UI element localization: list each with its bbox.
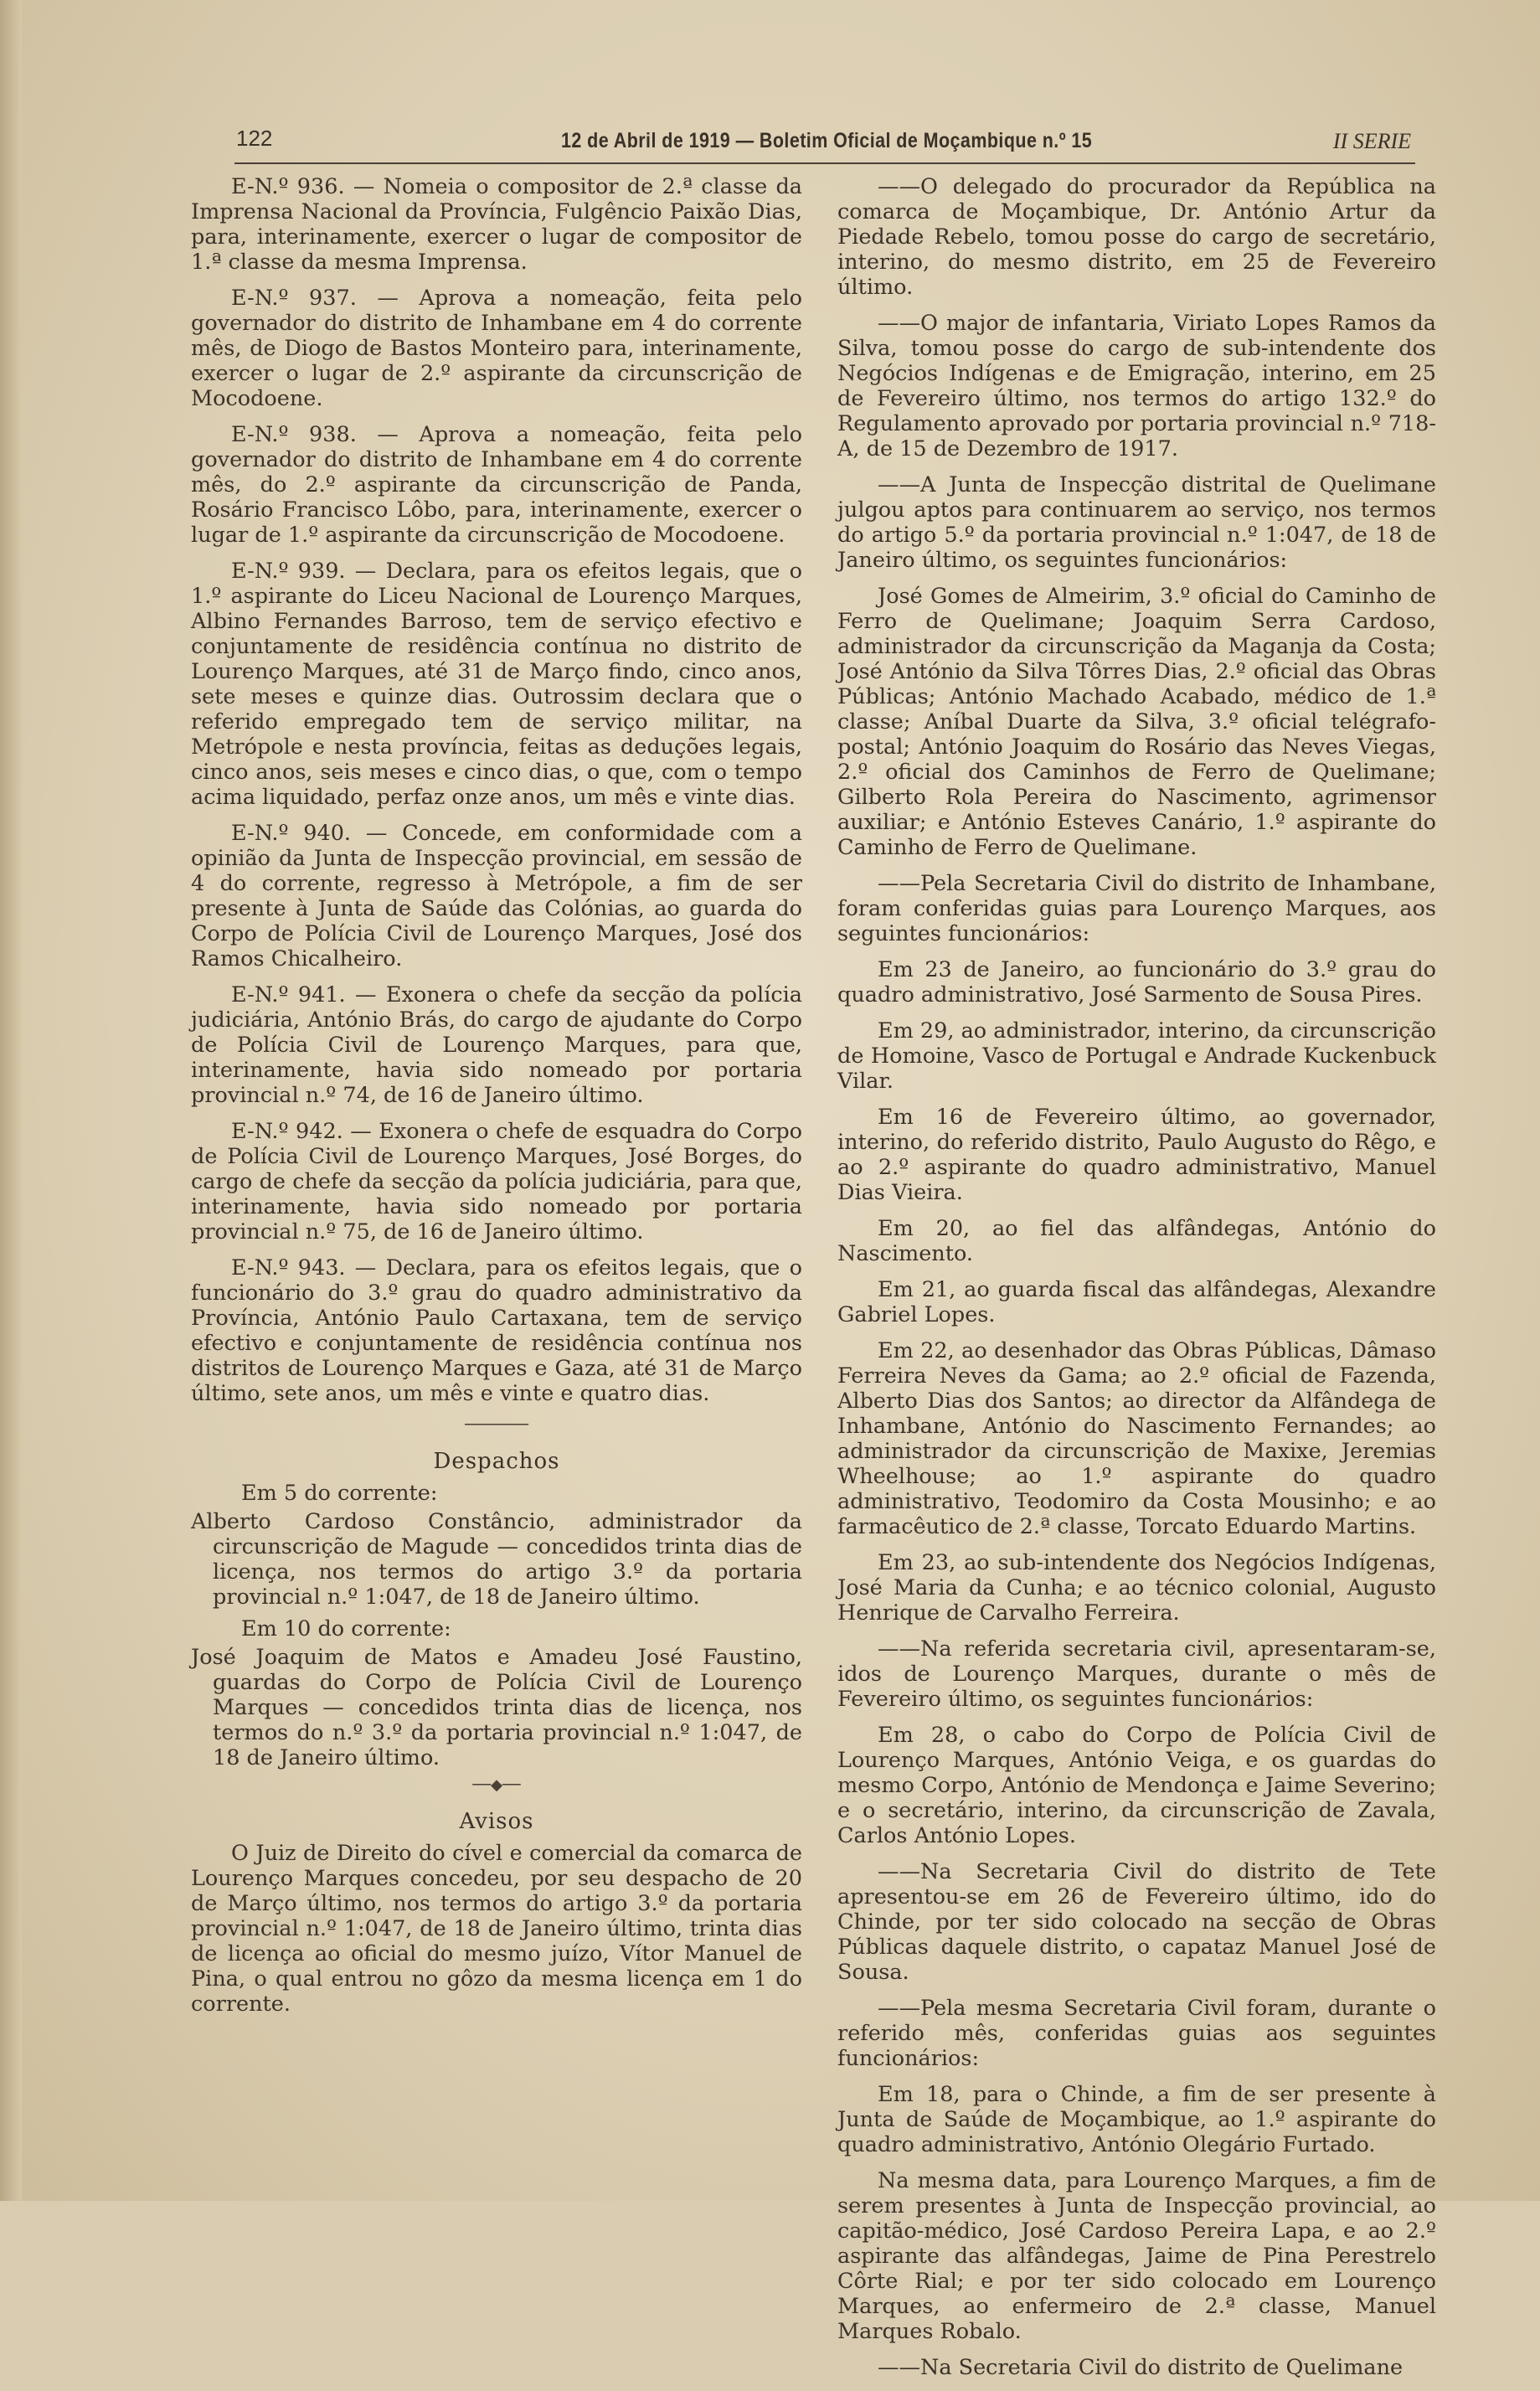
paragraph: Em 18, para o Chinde, a fim de ser presente à Junta de Saúde de Moçambique, ao 1.º aspirante do quadro administrativo, António Olegário Furtado. — [837, 2082, 1436, 2157]
left-column — [191, 174, 802, 2028]
paragraph: Em 29, ao administrador, interino, da circunscrição de Homoine, Vasco de Portugal e Andrade Kuckenbuck Vilar. — [837, 1018, 1436, 1094]
despachos-date: Em 5 do corrente: — [241, 1481, 438, 1506]
section-separator: ─────── — [465, 1416, 528, 1434]
paragraph: ——O major de infantaria, Viriato Lopes Ramos da Silva, tomou posse do cargo de sub-intendente dos Negócios Indígenas e de Emigração, interino, em 25 de Fevereiro último, nos termos do artigo 132.º do Regulamento aprovado por portaria provincial n.º 718-A, de 15 de Dezembro de 1917. — [837, 311, 1436, 461]
page-edge — [0, 0, 22, 2201]
page-number: 122 — [236, 126, 273, 151]
paragraph: Em 28, o cabo do Corpo de Polícia Civil de Lourenço Marques, António Veiga, e os guardas do mesmo Corpo, António de Mendonça e Jaime Severino; e o secretário, interino, da circunscrição de Zavala, Carlos António Lopes. — [837, 1723, 1436, 1848]
paragraph: ——A Junta de Inspecção distrital de Quelimane julgou aptos para continuarem ao serviço, nos termos do artigo 5.º da portaria provincial n.º 1:047, de 18 de Janeiro último, os seguintes funcionários: — [837, 472, 1436, 573]
paragraph: ——Na referida secretaria civil, apresentaram-se, idos de Lourenço Marques, durante o mês de Fevereiro último, os seguintes funcionários: — [837, 1636, 1436, 1712]
paragraph: ——Na Secretaria Civil do distrito de Tete apresentou-se em 26 de Fevereiro último, ido do Chinde, por ter sido colocado na secção de Obras Públicas daquele distrito, o capataz Manuel José de Sousa. — [837, 1859, 1436, 1985]
paragraph: Em 21, ao guarda fiscal das alfândegas, Alexandre Gabriel Lopes. — [837, 1277, 1436, 1327]
paragraph: ——Na Secretaria Civil do distrito de Quelimane — [878, 2355, 1404, 2380]
paragraph: E-N.º 942. — Exonera o chefe de esquadra do Corpo de Polícia Civil de Lourenço Marques, José Borges, do cargo de chefe da secção da polícia judiciária, para que, interinamente, havia sido nomeado por portaria provincial n.º 75, de 16 de Janeiro último. — [191, 1119, 802, 1244]
series-label: II SERIE — [1332, 129, 1411, 153]
paragraph: E-N.º 941. — Exonera o chefe da secção da polícia judiciária, António Brás, do cargo de ajudante do Corpo de Polícia Civil de Lourenço Marques, para que, interinamente, havia sido nomeado por portaria provincial n.º 74, de 16 de Janeiro último. — [191, 982, 802, 1108]
paragraph: Em 16 de Fevereiro último, ao governador, interino, do referido distrito, Paulo Augusto do Rêgo, e ao 2.º aspirante do quadro administrativo, Manuel Dias Vieira. — [837, 1105, 1436, 1205]
paragraph: E-N.º 943. — Declara, para os efeitos legais, que o funcionário do 3.º grau do quadro administrativo da Província, António Paulo Cartaxana, tem de serviço efectivo e conjuntamente de residência contínua nos distritos de Lourenço Marques e Gaza, até 31 de Março último, sete anos, um mês e vinte e quatro dias. — [191, 1255, 802, 1406]
paragraph: E-N.º 938. — Aprova a nomeação, feita pelo governador do distrito de Inhambane em 4 do corrente mês, do 2.º aspirante da circunscrição de Panda, Rosário Francisco Lôbo, para, interinamente, exercer o lugar de 1.º aspirante da circunscrição de Mocodoene. — [191, 422, 802, 548]
paragraph: E-N.º 940. — Concede, em conformidade com a opinião da Junta de Inspecção provincial, em sessão de 4 do corrente, regresso à Metrópole, a fim de ser presente à Junta de Saúde das Colónias, ao guarda do Corpo de Polícia Civil de Lourenço Marques, José dos Ramos Chicalheiro. — [191, 821, 802, 971]
paragraph: Em 23, ao sub-intendente dos Negócios Indígenas, José Maria da Cunha; e ao técnico colonial, Augusto Henrique de Carvalho Ferreira. — [837, 1550, 1436, 1626]
despacho-item: José Joaquim de Matos e Amadeu José Faustino, guardas do Corpo de Polícia Civil de Lourenço Marques — concedidos trinta dias de licença, nos termos do n.º 3.º da portaria provincial n.º 1:047, de 18 de Janeiro último. — [191, 1645, 802, 1770]
avisos-heading: Avisos — [459, 1809, 534, 1834]
paragraph: José Gomes de Almeirim, 3.º oficial do Caminho de Ferro de Quelimane; Joaquim Serra Cardoso, administrador da circunscrição da Maganja da Costa; José António da Silva Tôrres Dias, 2.º oficial das Obras Públicas; António Machado Acabado, médico de 1.ª classe; Aníbal Duarte da Silva, 3.º oficial telégrafo-postal; António Joaquim do Rosário das Neves Viegas, 2.º oficial dos Caminhos de Ferro de Quelimane; Gilberto Rola Pereira do Nascimento, agrimensor auxiliar; e António Esteves Canário, 1.º aspirante do Caminho de Ferro de Quelimane. — [837, 584, 1436, 860]
paragraph: E-N.º 936. — Nomeia o compositor de 2.ª classe da Imprensa Nacional da Província, Fulgêncio Paixão Dias, para, interinamente, exercer o lugar de compositor de 1.ª classe da mesma Imprensa. — [191, 174, 802, 275]
paragraph: ——Pela Secretaria Civil do distrito de Inhambane, foram conferidas guias para Lourenço Marques, aos seguintes funcionários: — [837, 871, 1436, 946]
aviso-paragraph: O Juiz de Direito do cível e comercial da comarca de Lourenço Marques concedeu, por seu despacho de 20 de Março último, nos termos do artigo 3.º da portaria provincial n.º 1:047, de 18 de Janeiro último, trinta dias de licença ao oficial do mesmo juízo, Vítor Manuel de Pina, o qual entrou no gôzo da mesma licença em 1 do corrente. — [191, 1841, 802, 2017]
right-column — [837, 174, 1436, 2391]
paragraph: Em 20, ao fiel das alfândegas, António do Nascimento. — [837, 1216, 1436, 1266]
despachos-date: Em 10 do corrente: — [241, 1616, 451, 1641]
despachos-heading: Despachos — [433, 1449, 560, 1474]
section-separator: ──◆── — [472, 1776, 521, 1794]
paragraph: Em 22, ao desenhador das Obras Públicas, Dâmaso Ferreira Neves da Gama; ao 2.º oficial de Fazenda, Alberto Dias dos Santos; ao director da Alfândega de Inhambane, António do Nascimento Fernandes; ao administrador da circunscrição de Maxixe, Jeremias Wheelhouse; ao 1.º aspirante do quadro administrativo, Teodomiro da Costa Mousinho; e ao farmacêutico de 2.ª classe, Torcato Eduardo Martins. — [837, 1338, 1436, 1539]
issue-title: 12 de Abril de 1919 — Boletim Oficial de Moçambique n.º 15 — [561, 129, 1093, 152]
despacho-item: Alberto Cardoso Constâncio, administrador da circunscrição de Magude — concedidos trinta dias de licença, nos termos do artigo 3.º da portaria provincial n.º 1:047, de 18 de Janeiro último. — [191, 1509, 802, 1610]
paragraph: ——Pela mesma Secretaria Civil foram, durante o referido mês, conferidas guias aos seguintes funcionários: — [837, 1996, 1436, 2071]
paragraph: E-N.º 939. — Declara, para os efeitos legais, que o 1.º aspirante do Liceu Nacional de Lourenço Marques, Albino Fernandes Barroso, tem de serviço efectivo e conjuntamente de residência contínua no distrito de Lourenço Marques, até 31 de Março findo, cinco anos, sete meses e quinze dias. Outrossim declara que o referido empregado tem de serviço militar, na Metrópole e nesta província, feitas as deduções legais, cinco anos, seis meses e cinco dias, o que, com o tempo acima liquidado, perfaz onze anos, um mês e vinte dias. — [191, 559, 802, 810]
paragraph: E-N.º 937. — Aprova a nomeação, feita pelo governador do distrito de Inhambane em 4 do corrente mês, de Diogo de Bastos Monteiro para, interinamente, exercer o lugar de 2.º aspirante da circunscrição de Mocodoene. — [191, 286, 802, 411]
paragraph: Em 23 de Janeiro, ao funcionário do 3.º grau do quadro administrativo, José Sarmento de Sousa Pires. — [837, 957, 1436, 1007]
page-header — [234, 126, 1415, 164]
paragraph: Na mesma data, para Lourenço Marques, a fim de serem presentes à Junta de Inspecção provincial, ao capitão-médico, José Cardoso Pereira Lapa, e ao 2.º aspirante das alfândegas, Jaime de Pina Perestrelo Côrte Rial; e por ter sido colocado em Lourenço Marques, ao enfermeiro de 2.ª classe, Manuel Marques Robalo. — [837, 2168, 1436, 2344]
paragraph: ——O delegado do procurador da República na comarca de Moçambique, Dr. António Artur da Piedade Rebelo, tomou posse do cargo de secretário, interino, do mesmo distrito, em 25 de Fevereiro último. — [837, 174, 1436, 300]
